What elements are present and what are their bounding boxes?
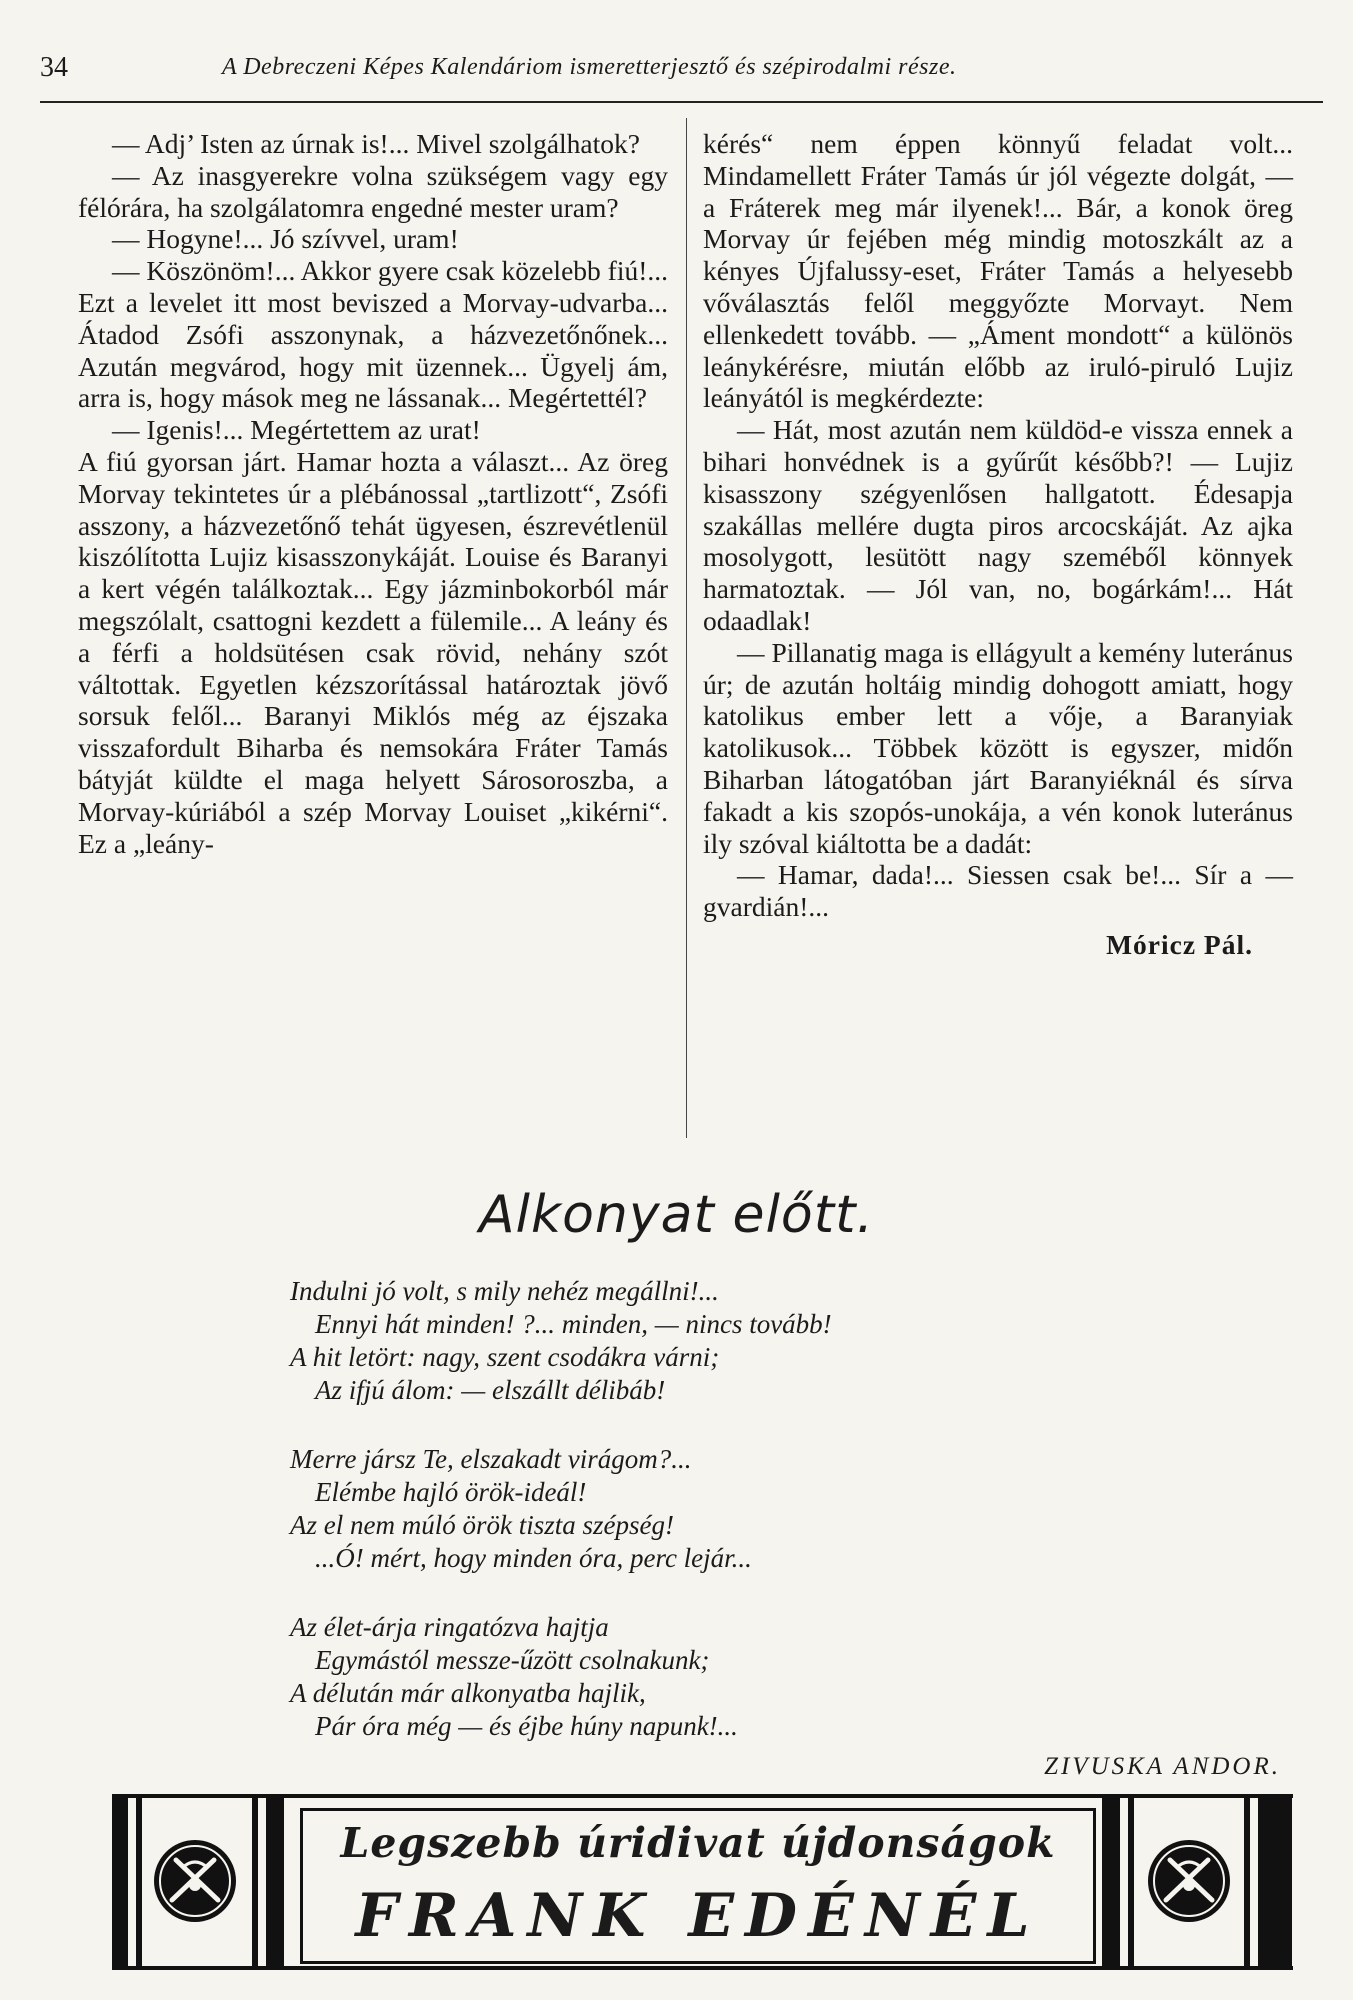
poem-line: Az el nem múló örök tiszta szépség! [290, 1510, 674, 1540]
column-divider [686, 118, 687, 1138]
story-left-column [78, 128, 668, 859]
paragraph: — Hogyne!... Jó szívvel, uram! [112, 223, 459, 255]
poem-line: Egymástól messze-űzött csolnakunk; [315, 1645, 710, 1675]
poem-body [290, 1275, 1150, 1779]
poem-title: Alkonyat előtt. [478, 1185, 875, 1245]
ad-left-bar-thin [136, 1794, 142, 1970]
ad-right-bar-thin [1244, 1794, 1250, 1970]
ad-left-bar [112, 1794, 128, 1970]
poem-line: Pár óra még — és éjbe húny napunk!... [315, 1711, 738, 1741]
poem-stanza [290, 1611, 1150, 1743]
story-right-column [703, 128, 1293, 961]
paragraph: — Adj’ Isten az úrnak is!... Mivel szolgálhatok? [112, 128, 640, 159]
poem-stanza [290, 1275, 1150, 1407]
paragraph: — Hamar, dada!... Siessen csak be!... Sír a — gvardián!... [703, 859, 1293, 923]
ad-right-bar [1258, 1794, 1292, 1970]
paragraph: — Az inasgyerekre volna szükségem vagy egy félórára, ha szolgálatomra engedné mester uram? [78, 159, 668, 223]
story-author: Móricz Pál. [1106, 928, 1253, 960]
poem-stanza [290, 1443, 1150, 1575]
paragraph: — Köszönöm!... Akkor gyere csak közelebb fiú!... Ezt a levelet itt most beviszed a Morvay-udvarba... Átadod Zsófi asszonynak, a házvezetőnőnek... Azután megvárod, hogy mit üzennek... Ügyelj ám, arra is, hogy mások meg ne lássanak... Megértettél? [78, 255, 668, 414]
ad-left-bar-inner-thick [266, 1794, 284, 1970]
poem-line: Indulni jó volt, s mily nehéz megállni!... [290, 1276, 719, 1306]
paragraph: — Pillanatig maga is ellágyult a kemény luteránus úr; de azután holtáig mindig dohogott amiatt, hogy katolikus ember lett a vője, a Baranyiak katolikusok... Többek között is egyszer, midőn Biharban látogatóban járt Baranyiéknál és sírva fakadt a kis szopós-unokája, a vén konok luteránus ily szóval kiáltotta be a dadát: [703, 636, 1293, 859]
poem-line: A hit letört: nagy, szent csodákra várni; [290, 1342, 720, 1372]
ad-slogan: Legszebb úridivat újdonságok [340, 1819, 1056, 1867]
poem-line: Ennyi hát minden! ?... minden, — nincs tovább! [315, 1309, 832, 1339]
header-rule [40, 101, 1323, 103]
poem-line: Az ifjú álom: — elszállt délibáb! [315, 1375, 666, 1405]
poem-line: Elémbe hajló örök-ideál! [315, 1477, 587, 1507]
ad-shop-name: FRANK EDÉNÉL [355, 1881, 1041, 1951]
crossed-tools-emblem-icon [152, 1838, 238, 1924]
ad-right-bar-inner [1128, 1794, 1134, 1970]
poem-author: ZIVUSKA ANDOR. [1044, 1753, 1281, 1780]
advertisement-box [300, 1808, 1096, 1964]
running-title: A Debreczeni Képes Kalendáriom ismeretterjesztő és szépirodalmi része. [222, 54, 957, 80]
crossed-tools-emblem-icon [1146, 1838, 1232, 1924]
poem-line: Merre jársz Te, elszakadt virágom?... [290, 1444, 692, 1474]
poem-line: Az élet-árja ringatózva hajtja [290, 1612, 609, 1642]
paragraph: kérés“ nem éppen könnyű feladat volt... Mindamellett Fráter Tamás úr jól végezte dolgát, — a Fráterek meg már ilyenek!... Bár, a konok öreg Morvay úr fejében még mindig motoszkált az a kényes Újfalussy-eset, Fráter Tamás a helyesebb vőválasztás felől meggyőzte Morvayt. Nem ellenkedett tovább. — „Áment mondott“ a különös leánykérésre, miután előbb az iruló-piruló Lujiz leányától is megkérdezte: [703, 128, 1293, 414]
paragraph: — Hát, most azután nem küldöd-e vissza ennek a bihari honvédnek is a gyűrűt később?! — Lujiz kisasszony szégyenlősen hallgatott. Édesapja szakállas mellére dugta piros arcocskáját. Az ajka mosolygott, lesütött nagy szeméből könnyek harmatoztak. — Jól van, no, bogárkám!... Hát odaadlak! [703, 414, 1293, 636]
poem-line: ...Ó! mért, hogy minden óra, perc lejár... [315, 1543, 752, 1573]
poem-line: A délután már alkonyatba hajlik, [290, 1678, 646, 1708]
ad-right-bar-inner-thick [1102, 1794, 1120, 1970]
page-number: 34 [40, 52, 68, 83]
ad-left-bar-inner [252, 1794, 258, 1970]
paragraph: — Igenis!... Megértettem az urat! [112, 414, 481, 446]
paragraph: A fiú gyorsan járt. Hamar hozta a választ... Az öreg Morvay tekintetes úr a plébánossal „tartlizott“, Zsófi asszony, a házvezetőnő tehát ügyesen, észrevétlenül kiszólította Lujiz kisasszonykáját. Louise és Baranyi a kert végén találkoztak... Egy jázminbokorból már megszólalt, csattogni kezdett a fülemile... A leány és a férfi a holdsütésen csak rövid, nehány szót váltottak. Egyetlen kézszorítással határoztak jövő sorsuk felől... Baranyi Miklós még az éjszaka visszafordult Biharba és nemsokára Fráter Tamás bátyját küldte el maga helyett Sárosoroszba, a Morvay-kúriából a szép Morvay Louiset „kikérni“. Ez a „leány- [78, 445, 668, 859]
